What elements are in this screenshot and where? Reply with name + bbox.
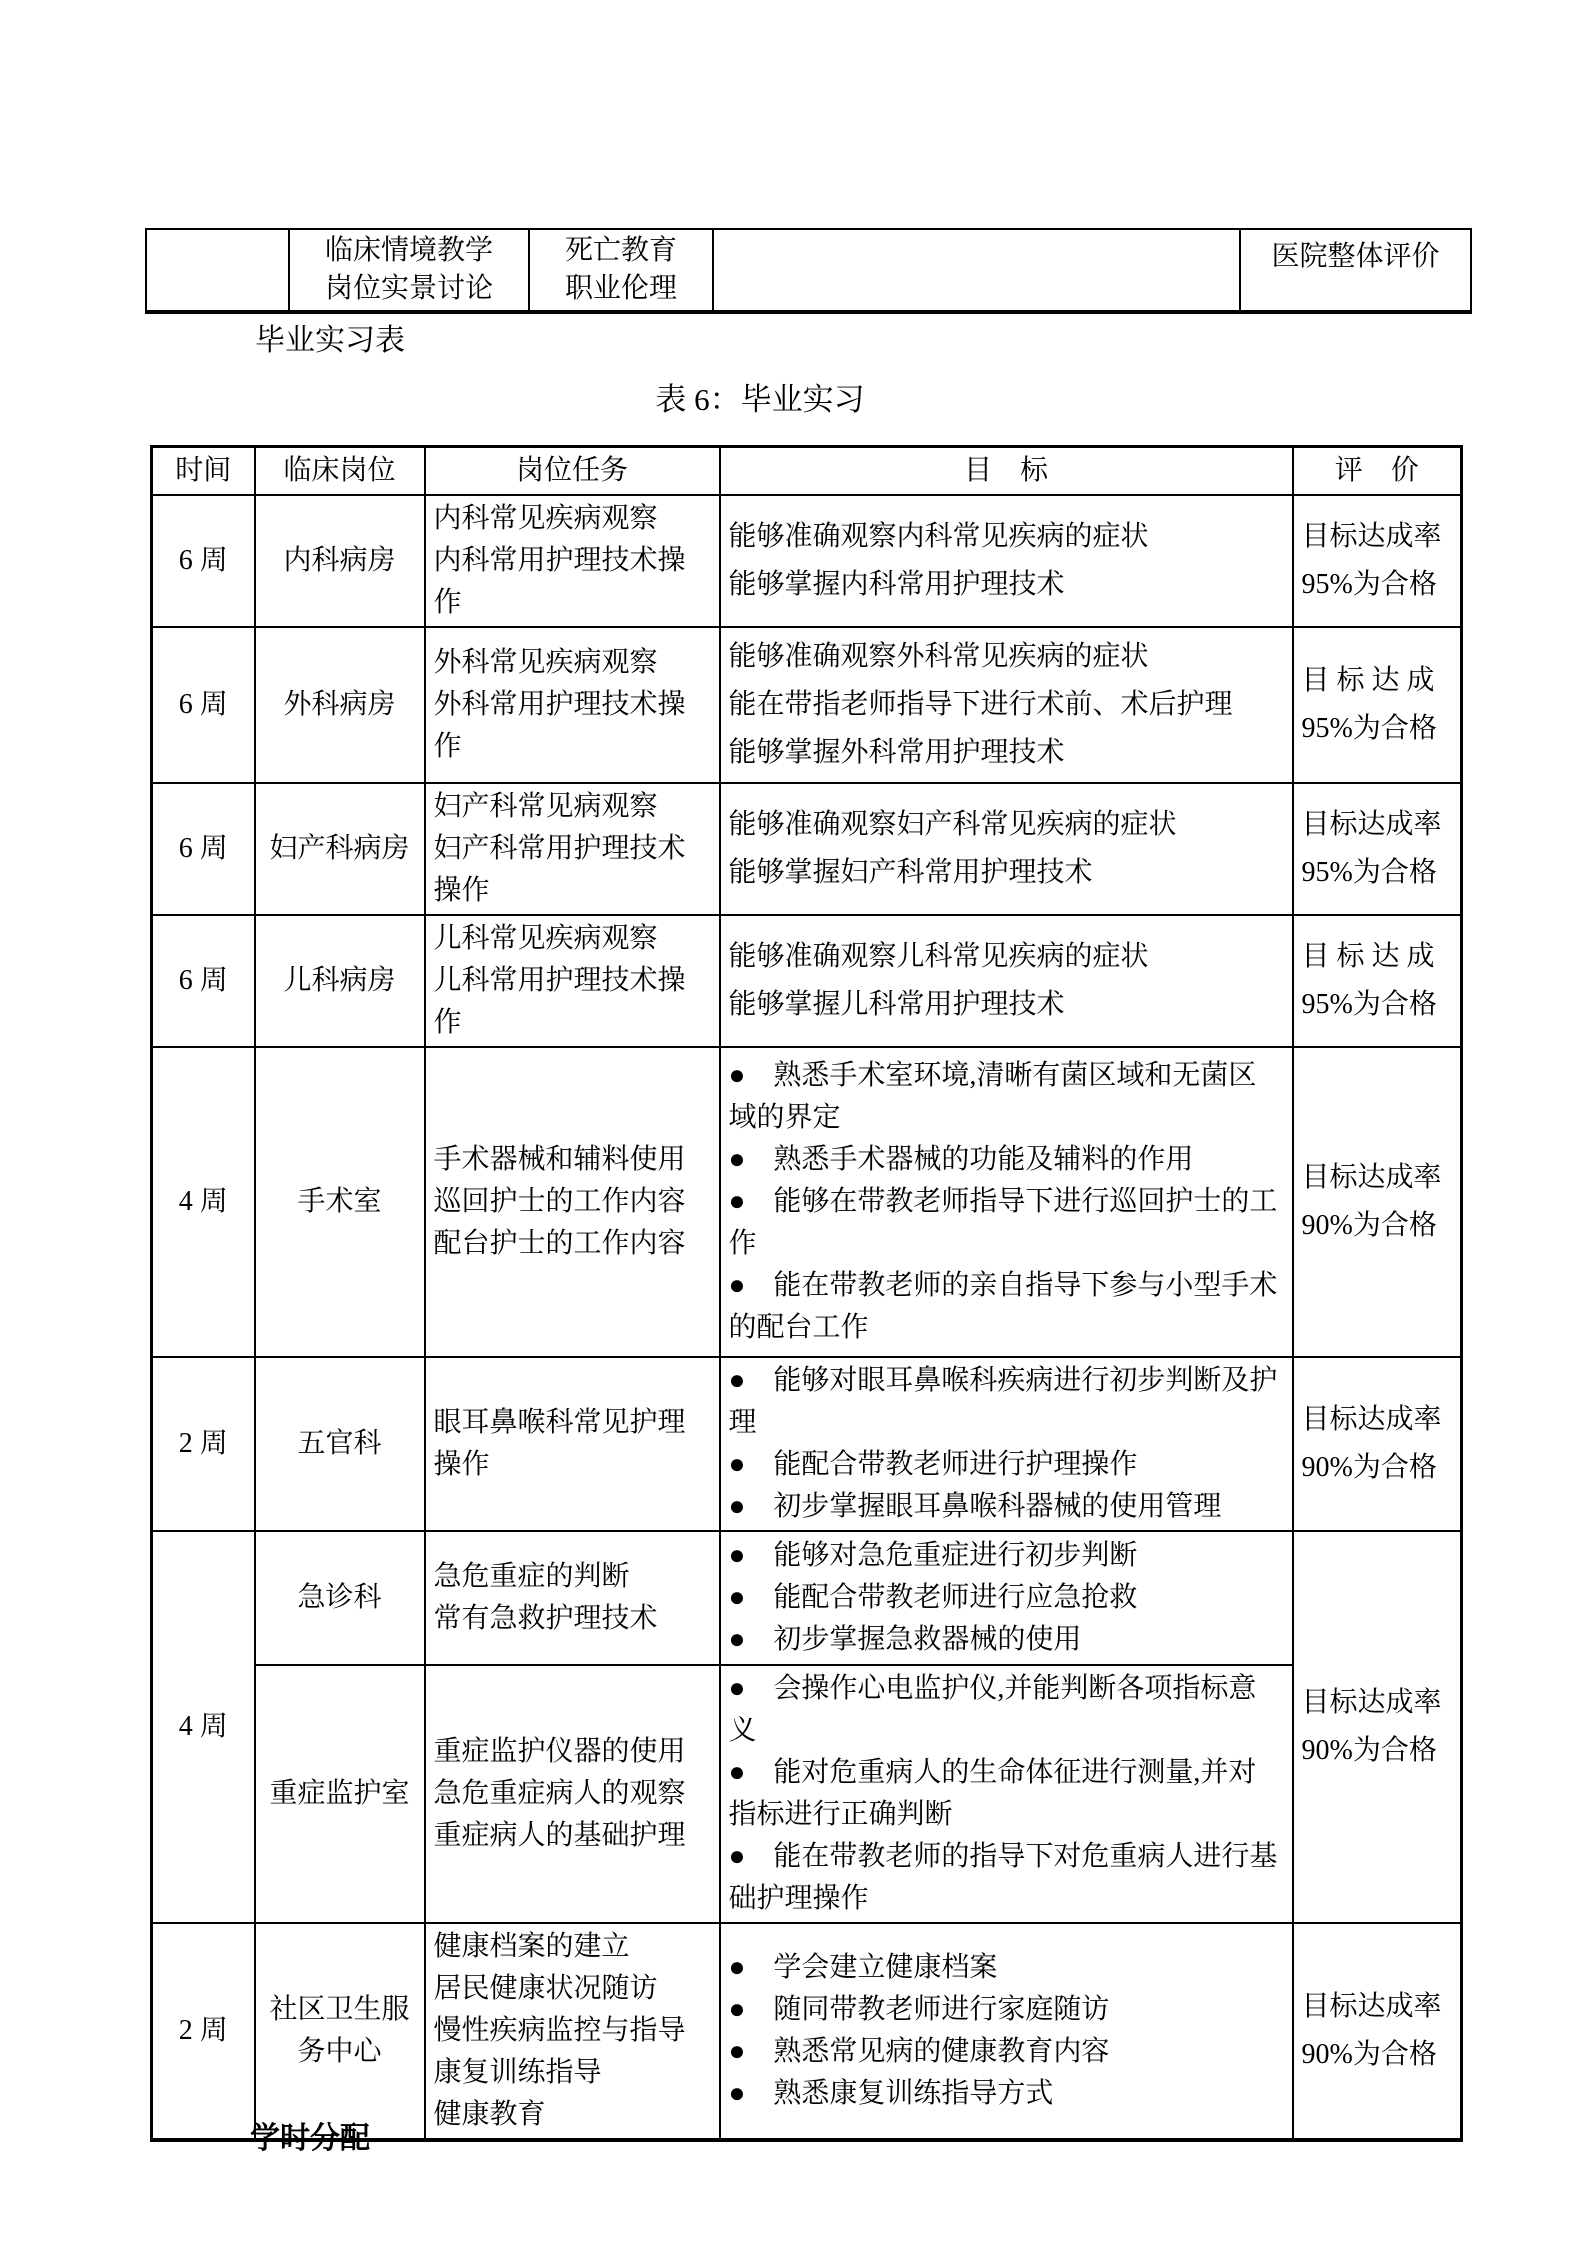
table-row [152,1047,1462,1357]
goal-bullet-item: ● 学会建立健康档案 [728,1952,998,1983]
table-row [152,915,1462,1047]
header-cell: 目 标 [720,447,1293,496]
eval-line: 95%为合格 [1301,857,1437,888]
table-row [152,1665,1462,1923]
cell-eval [1293,495,1462,627]
eval-line: 目标达成率 [1301,809,1442,840]
cell-post: 内科病房 [255,495,425,627]
cell-goals [720,783,1293,915]
task-line: 外科常用护理技术操作 [433,689,686,762]
cell-eval [1293,915,1462,1047]
task-line: 巡回护士的工作内容 [433,1186,686,1217]
cell-goals [720,915,1293,1047]
task-line: 常有急救护理技术 [433,1603,658,1634]
eval-line: 目标达成率 [1301,521,1442,552]
cell-topics [529,229,713,312]
cell-post: 社区卫生服务中心 [255,1923,425,2140]
eval-line: 目标达成率 [1301,1687,1442,1718]
task-line: 居民健康状况随访 [433,1973,658,2004]
eval-line: 95%为合格 [1301,989,1437,1020]
goal-line: 能够掌握内科常用护理技术 [728,569,1065,600]
continuation-table [145,228,1472,314]
goal-line: 能够准确观察内科常见疾病的症状 [728,521,1149,552]
section-label: 毕业实习表 [255,324,405,357]
cell-time: 6 周 [152,627,255,783]
eval-line: 95%为合格 [1301,569,1437,600]
cell-tasks [425,1047,720,1357]
cell-goals [720,1531,1293,1665]
cell-post: 急诊科 [255,1531,425,1665]
cell-post: 儿科病房 [255,915,425,1047]
cell-tasks [425,783,720,915]
task-line: 急危重症的判断 [433,1561,630,1592]
cell-goals [720,1665,1293,1923]
goal-bullet-item: ● 能配合带教老师进行应急抢救 [728,1582,1138,1613]
cell-time: 4 周 [152,1047,255,1357]
table-row [146,229,1471,312]
goal-line: 能在带指老师指导下进行术前、术后护理 [728,689,1233,720]
task-line: 手术器械和辅料使用 [433,1144,686,1175]
task-line: 重症监护仪器的使用 [433,1736,686,1767]
task-line: 儿科常用护理技术操作 [433,965,686,1038]
goal-line: 能够准确观察外科常见疾病的症状 [728,641,1149,672]
cell-hospital-eval [1240,229,1471,312]
cell-line: 职业伦理 [564,273,677,304]
table-row [152,495,1462,627]
goal-bullet-item: ● 熟悉手术器械的功能及辅料的作用 [728,1144,1194,1175]
table-row [152,1357,1462,1531]
cell-tasks [425,495,720,627]
cell-tasks [425,1357,720,1531]
goal-bullet-item: ● 能在带教老师的亲自指导下参与小型手术的配台工作 [728,1270,1278,1343]
table-row [152,1531,1462,1665]
header-cell: 临床岗位 [255,447,425,496]
task-line: 内科常用护理技术操作 [433,545,686,618]
task-line: 健康档案的建立 [433,1931,630,1962]
cell-tasks [425,627,720,783]
eval-line: 目 标 达 成 [1301,941,1435,972]
cell-tasks [425,1531,720,1665]
cell-time: 6 周 [152,915,255,1047]
header-cell: 时间 [152,447,255,496]
goal-bullet-item: ● 能够对眼耳鼻喉科疾病进行初步判断及护理 [728,1365,1278,1438]
header-row [152,447,1462,496]
cell-post: 手术室 [255,1047,425,1357]
goal-line: 能够准确观察妇产科常见疾病的症状 [728,809,1177,840]
goal-bullet-item: ● 能在带教老师的指导下对危重病人进行基础护理操作 [728,1841,1278,1914]
task-line: 妇产科常用护理技术操作 [433,833,686,906]
table-row [152,783,1462,915]
goal-line: 能够准确观察儿科常见疾病的症状 [728,941,1149,972]
table-row [152,627,1462,783]
task-line: 外科常见疾病观察 [433,647,658,678]
cell-line: 岗位实景讨论 [324,273,493,304]
goal-bullet-item: ● 能对危重病人的生命体征进行测量,并对指标进行正确判断 [728,1757,1257,1830]
goal-bullet-item: ● 会操作心电监护仪,并能判断各项指标意义 [728,1673,1257,1746]
eval-line: 目 标 达 成 [1301,665,1435,696]
task-line: 配台护士的工作内容 [433,1228,686,1259]
goal-line: 能够掌握妇产科常用护理技术 [728,857,1093,888]
task-line: 急危重症病人的观察 [433,1778,686,1809]
cell-time: 2 周 [152,1357,255,1531]
cell-tasks [425,1665,720,1923]
cell-goals [720,1357,1293,1531]
cell-time: 2 周 [152,1923,255,2140]
goal-bullet-item: ● 熟悉手术室环境,清晰有菌区域和无菌区域的界定 [728,1060,1257,1133]
eval-line: 90%为合格 [1301,1735,1437,1766]
eval-line: 90%为合格 [1301,1452,1437,1483]
task-line: 妇产科常见病观察 [433,791,658,822]
goal-bullet-item: ● 初步掌握急救器械的使用 [728,1624,1082,1655]
header-cell: 岗位任务 [425,447,720,496]
task-line: 康复训练指导 [433,2057,602,2088]
cell-post: 五官科 [255,1357,425,1531]
cell-post: 重症监护室 [255,1665,425,1923]
goal-line: 能够掌握外科常用护理技术 [728,737,1065,768]
goal-bullet-item: ● 熟悉康复训练指导方式 [728,2078,1054,2109]
eval-line: 目标达成率 [1301,1404,1442,1435]
goal-bullet-item: ● 能配合带教老师进行护理操作 [728,1449,1138,1480]
section-heading-hours: 学时分配 [250,2122,370,2155]
cell-empty [146,229,289,312]
task-line: 眼耳鼻喉科常见护理操作 [433,1407,686,1480]
cell-line: 死亡教育 [564,235,677,266]
goal-bullet-item: ● 能够在带教老师指导下进行巡回护士的工作 [728,1186,1278,1259]
goal-bullet-item: ● 初步掌握眼耳鼻喉科器械的使用管理 [728,1491,1222,1522]
goal-bullet-item: ● 熟悉常见病的健康教育内容 [728,2036,1110,2067]
cell-teaching-methods [289,229,529,312]
cell-tasks [425,915,720,1047]
cell-time: 6 周 [152,783,255,915]
task-line: 内科常见疾病观察 [433,503,658,534]
table-caption: 表 6：毕业实习 [655,382,865,417]
goal-bullet-item: ● 随同带教老师进行家庭随访 [728,1994,1110,2025]
cell-tasks [425,1923,720,2140]
goal-line: 能够掌握儿科常用护理技术 [728,989,1065,1020]
cell-eval [1293,1047,1462,1357]
eval-line: 95%为合格 [1301,713,1437,744]
eval-line: 90%为合格 [1301,1210,1437,1241]
cell-line: 医院整体评价 [1271,241,1440,272]
eval-line: 90%为合格 [1301,2039,1437,2070]
goal-bullet-item: ● 能够对急危重症进行初步判断 [728,1540,1138,1571]
cell-goals [720,1923,1293,2140]
cell-eval [1293,1923,1462,2140]
cell-line: 临床情境教学 [324,235,493,266]
cell-time: 4 周 [152,1531,255,1923]
header-cell: 评 价 [1293,447,1462,496]
cell-goals [720,495,1293,627]
task-line: 慢性疾病监控与指导 [433,2015,686,2046]
eval-line: 目标达成率 [1301,1991,1442,2022]
cell-eval [1293,1531,1462,1923]
cell-goals [720,1047,1293,1357]
table-row [152,1923,1462,2140]
cell-goals [720,627,1293,783]
cell-post: 外科病房 [255,627,425,783]
cell-eval [1293,1357,1462,1531]
cell-post: 妇产科病房 [255,783,425,915]
task-line: 重症病人的基础护理 [433,1820,686,1851]
cell-time: 6 周 [152,495,255,627]
cell-eval [1293,627,1462,783]
eval-line: 目标达成率 [1301,1162,1442,1193]
task-line: 健康教育 [433,2099,546,2130]
task-line: 儿科常见疾病观察 [433,923,658,954]
cell-eval [1293,783,1462,915]
cell-empty [713,229,1240,312]
internship-table [150,445,1463,2142]
